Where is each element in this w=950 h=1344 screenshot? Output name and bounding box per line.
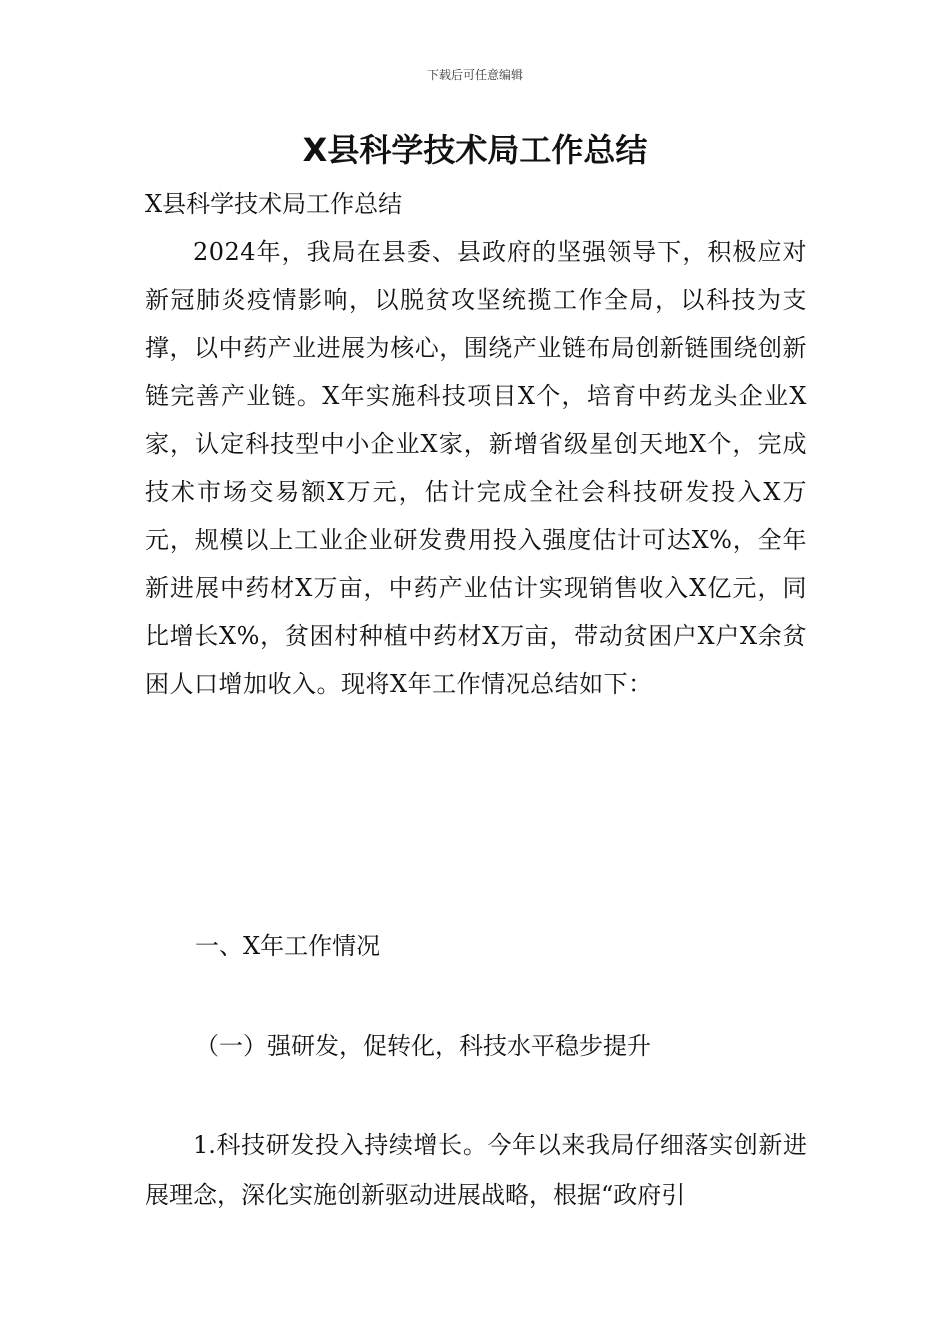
document-body (145, 180, 807, 708)
document-title: X县科学技术局工作总结 (302, 131, 648, 169)
subsection-heading: （一）强研发，促转化，科技水平稳步提升 (195, 1032, 651, 1060)
item-paragraph: 1.科技研发投入持续增长。今年以来我局仔细落实创新进展理念，深化实施创新驱动进展战略，根据“政府引 (145, 1131, 807, 1209)
section-heading: 一、X年工作情况 (195, 932, 381, 960)
header-note: 下载后可任意编辑 (426, 68, 523, 82)
intro-paragraph: 2024年，我局在县委、县政府的坚强领导下，积极应对新冠肺炎疫情影响，以脱贫攻坚统揽工作全局，以科技为支撑，以中药产业进展为核心，围绕产业链布局创新链围绕创新链完善产业链。X年实施科技项目X个，培育中药龙头企业X家，认定科技型中小企业X家，新增省级星创天地X个，完成技术市场交易额X万元，估计完成全社会科技研发投入X万元，规模以上工业企业研发费用投入强度估计可达X%，全年新进展中药材X万亩，中药产业估计实现销售收入X亿元，同比增长X%，贫困村种植中药材X万亩，带动贫困户X户X余贫困人口增加收入。现将X年工作情况总结如下： (145, 238, 807, 698)
document-subtitle: X县科学技术局工作总结 (145, 190, 403, 218)
